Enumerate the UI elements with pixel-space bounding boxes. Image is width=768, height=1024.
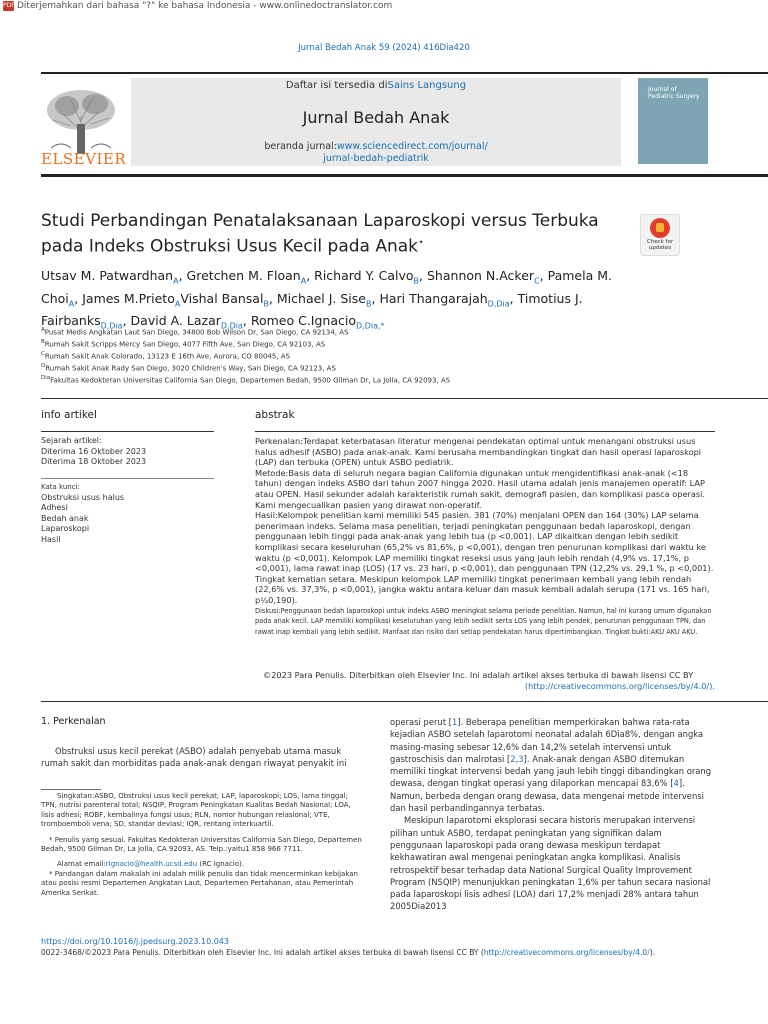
affiliation-text: Fakultas Kedokteran Universitas California San Diego, Departemen Bedah, 9500 Gilman Dr, La Jolla, CA 92093, AS	[50, 376, 451, 385]
author-list	[41, 267, 621, 335]
cover-title-1: Journal of	[648, 86, 677, 93]
affiliation-list	[41, 326, 681, 386]
author-affiliation-mark[interactable]: D,Dia	[100, 321, 123, 331]
abstract-intro: Perkenalan:Terdapat keterbatasan literatur mengenai pendekatan optimal untuk menangani obstruksi usus halus adhesif (ASBO) pada anak-anak. Kami berusaha membandingkan tingkat dan hasil operasi laparoskopi (LAP) dan terbuka (OPEN) untuk ASBO pediatrik.	[255, 436, 702, 468]
info-rule	[41, 431, 214, 432]
author-affiliation-mark[interactable]: A	[174, 299, 181, 308]
author-separator: ,	[74, 290, 83, 306]
info-top-rule	[41, 398, 768, 399]
author-name[interactable]: Hari Thangarajah	[379, 290, 488, 306]
author-affiliation-mark[interactable]: B	[365, 299, 372, 308]
affiliation-key: Dia	[41, 374, 51, 381]
email-footnote	[41, 860, 363, 869]
author-separator: ,	[268, 290, 277, 306]
affiliation-text: Rumah Sakit Anak Colorado, 13123 E 16th Ave, Aurora, CO 80045, AS	[44, 352, 290, 361]
doi-url[interactable]: https://doi.org/10.1016/j.jpedsurg.2023.10.043	[41, 937, 229, 946]
issn-end: ).	[649, 948, 656, 957]
author-name[interactable]: Utsav M. Patwardhan	[41, 268, 174, 283]
translator-notice[interactable]: Diterjemahkan dari bahasa "?" ke bahasa Indonesia - www.onlinedoctranslator.com	[17, 1, 393, 11]
keywords-block	[41, 482, 216, 546]
paper-title-line1: Studi Perbandingan Penatalaksanaan Laparoskopi versus Terbuka	[41, 211, 599, 231]
article-info-heading: info artikel	[41, 409, 97, 421]
author-affiliation-mark[interactable]: D,Dia	[487, 299, 510, 308]
abstract-heading: abstrak	[255, 409, 295, 421]
update-icon	[650, 218, 670, 238]
footnotes	[41, 792, 363, 902]
paper-title-line2: pada Indeks Obstruksi Usus Kecil pada Anak	[41, 236, 419, 257]
license-link[interactable]: (http://creativecommons.org/licenses/by/4.0/).	[524, 681, 715, 691]
homepage-link[interactable]: www.sciencedirect.com/journal/	[336, 141, 488, 152]
journal-cover-image	[638, 78, 708, 164]
affiliation-item	[41, 350, 681, 362]
keyword-item: Hasil	[41, 534, 61, 544]
footer-license-link[interactable]: http://creativecommons.org/licenses/by/4.0/	[483, 948, 650, 957]
citation-3[interactable]: 3	[518, 753, 524, 764]
intro-paragraph-1: Obstruksi usus kecil perekat (ASBO) adalah penyebab utama masuk rumah sakit dan morbiditas pada anak-anak dengan riwayat penyakit ini	[41, 746, 347, 769]
author-affiliation-mark[interactable]: A	[68, 299, 75, 308]
affiliation-item	[41, 374, 681, 386]
badge-line2: updates	[648, 245, 672, 251]
author-separator: ,	[371, 290, 380, 306]
corresponding-footnote: * Penulis yang sesuai. Fakultas Kedokteran Universitas California San Diego, Departemen Bedah, 9500 Gilman Dr, La Jolla, CA 92093, AS. Telp.:yaitu1 858 966 7711.	[41, 835, 362, 854]
author-name[interactable]: Pamela M. Choi	[41, 268, 612, 306]
author-name[interactable]: Shannon N.Acker	[427, 268, 535, 283]
abstract-body	[255, 436, 715, 637]
affiliation-item	[41, 362, 681, 374]
header-top-rule	[41, 72, 768, 74]
keyword-item: Bedah anak	[41, 513, 89, 523]
contents-available	[131, 80, 621, 91]
received-date: Diterima 16 Oktober 2023	[41, 446, 147, 456]
sciencedirect-link[interactable]: Sains Langsung	[387, 80, 467, 91]
copyright-text: ©2023 Para Penulis. Diterbitkan oleh Elsevier Inc. Ini adalah artikel akses terbuka di bawah lisensi CC BY	[263, 670, 694, 680]
affiliation-key: C	[41, 350, 45, 357]
abstract-rule	[255, 431, 715, 432]
affiliation-key: D	[41, 362, 46, 369]
disclaimer-text: Pandangan dalam makalah ini adalah milik penulis dan tidak mencerminkan kebijakan atau posisi resmi Departemen Angkatan Laut, Departemen Pertahanan, atau Pemerintah Amerika Serikat.	[41, 869, 358, 897]
author-name[interactable]: James M.Prieto	[82, 290, 175, 306]
author-name[interactable]: Richard Y. Calvo	[314, 268, 414, 283]
accepted-date: Diterima 18 Oktober 2023	[41, 457, 147, 467]
section-1-heading: 1. Perkenalan	[41, 716, 106, 727]
email-prefix: Alamat email:	[57, 860, 106, 869]
author-affiliation-mark[interactable]: B	[413, 276, 420, 286]
citation-1[interactable]: 1	[451, 717, 458, 727]
author-separator: ,	[242, 313, 251, 328]
affiliation-key: B	[41, 338, 45, 345]
affiliation-text: Rumah Sakit Anak Rady San Diego, 3020 Children's Way, San Diego, CA 92123, AS	[45, 364, 336, 373]
check-for-updates-badge[interactable]	[640, 214, 680, 256]
author-name[interactable]: Romeo C.Ignacio	[250, 313, 356, 328]
author-name[interactable]: Michael J. Sise	[276, 290, 366, 306]
author-separator: ,	[178, 268, 187, 283]
citation-4[interactable]: 4	[673, 778, 679, 789]
paper-title	[41, 210, 601, 258]
keywords-list	[41, 493, 216, 546]
abstract-bottom-rule	[41, 701, 768, 702]
author-separator: ,	[509, 290, 518, 306]
left-column-text	[41, 745, 363, 770]
cover-title-2: Pediatric Surgery	[648, 93, 700, 100]
affiliation-item	[41, 326, 681, 338]
history-label: Sejarah artikel:	[41, 436, 102, 445]
author-separator: ,	[122, 313, 131, 328]
homepage-prefix: beranda jurnal:	[264, 141, 337, 152]
keyword-item: Obstruksi usus halus	[41, 492, 125, 502]
badge-line1: Check for	[646, 239, 674, 245]
keywords-label: Kata kunci:	[41, 483, 80, 491]
author-name[interactable]: Timotius J. Fairbanks	[41, 290, 583, 328]
author-separator: ,	[306, 268, 315, 283]
article-history	[41, 436, 216, 468]
translator-bar	[0, 0, 768, 14]
affiliation-key: A	[41, 327, 45, 333]
keyword-item: Laparoskopi	[41, 524, 90, 534]
intro-paragraph-3: Meskipun laparotomi eksplorasi secara historis merupakan intervensi pilihan untuk ASBO, terdapat peningkatan yang signifikan dalam penggunaan laparoskopi pada orang dewasa meskipun terdapat kekhawatiran awal mengenai peningkatan angka komplikasi. Analisis retrospektif besar terhadap data National Surgical Quality Improvement Program (NSQIP) menunjukkan peningkatan 1,6% per tahun secara nasional pada laparoskopi lisis adhesi (LOA) dari 17,2% menjadi 28% antara tahun 2005Dia2013	[390, 815, 711, 912]
email-link[interactable]: rIgnacio@health.ucsd.edu	[105, 860, 198, 869]
abbreviations-footnote: Singkatan:ASBO, Obstruksi usus kecil perekat; LAP, laparoskopi; LOS, lama tinggal; TPN, nutrisi parenteral total; NSQIP, Program Peningkatan Kualitas Bedah Nasional; LOA, lisis adhesi; ROBF, kembalinya fungsi usus; RLN, nomor hubungan relasional; VTE, tromboemboli vena; SD, standar deviasi; IQR, rentang interkuartil.	[41, 792, 351, 829]
contents-prefix: Daftar isi tersedia di	[285, 80, 388, 91]
issn-text: 0022-3468/©2023 Para Penulis. Diterbitkan oleh Elsevier Inc. Ini adalah artikel akses terbuka di bawah lisensi CC BY (	[41, 948, 484, 957]
keywords-rule	[41, 478, 214, 479]
abstract-discussion: Diskusi:Penggunaan bedah laparoskopi untuk indeks ASBO meningkat selama periode penelitian. Namun, hal ini kurang umum digunakan pada anak kecil. LAP memiliki komplikasi keseluruhan yang lebih sedikit serta LOS yang lebih pendek, penurunan penggunaan TPN, dan rawat inap kembali yang lebih sedikit. Manfaat dan risiko dari setiap pendekatan harus dipertimbangkan. Tingkat bukti:AKU AKU AKU.	[255, 606, 712, 636]
issn-line	[41, 948, 761, 957]
keyword-item: Adhesi	[41, 503, 68, 513]
footnote-rule	[41, 789, 101, 790]
header-bottom-rule	[41, 174, 768, 177]
email-suffix: (RC Ignacio).	[197, 860, 244, 869]
author-affiliation-mark[interactable]: B	[263, 299, 269, 308]
abstract-methods: Metode:Basis data di seluruh negara bagian California digunakan untuk mengidentifikasi anak-anak (<18 tahun) dengan indeks ASBO dari tahun 2007 hingga 2020. Hasil utama adalah jenis manajemen operatif: LAP atau OPEN. Hasil sekunder adalah karakteristik rumah sakit, demografi pasien, dan komplikasi pasca operasi. Kami mengecualikan pasien yang dirawat non-operatif.	[255, 467, 706, 510]
author-affiliation-mark[interactable]: D,Dia,*	[356, 321, 385, 331]
author-name[interactable]: Vishal Bansal	[180, 290, 264, 306]
affiliation-text: Rumah Sakit Scripps Mercy San Diego, 4077 Fifth Ave, San Diego, CA 92103, AS	[44, 340, 326, 349]
publisher-name: ELSEVIER	[41, 150, 127, 168]
homepage-link-cont[interactable]: jurnal-bedah-pediatrik	[323, 153, 429, 164]
pdf-icon: PDF	[3, 2, 15, 9]
author-name[interactable]: Gretchen M. Floan	[186, 268, 301, 283]
author-separator: ,	[419, 268, 427, 283]
author-separator: ,	[539, 268, 548, 283]
journal-title: Jurnal Bedah Anak	[302, 108, 450, 127]
author-affiliation-mark[interactable]: D,Dia	[220, 321, 243, 331]
affiliation-item	[41, 338, 681, 350]
disclaimer-footnote: * Pandangan dalam makalah ini adalah milik penulis dan tidak mencerminkan kebijakan atau posisi resmi Departemen Angkatan Laut, Departemen Pertahanan, atau Pemerintah Amerika Serikat.	[41, 869, 358, 897]
journal-reference[interactable]: Jurnal Bedah Anak 59 (2024) 416Dia420	[298, 43, 470, 53]
title-footnote-mark[interactable]: ⋆	[418, 237, 425, 248]
author-affiliation-mark[interactable]: A	[300, 276, 307, 286]
intro-paragraph-2: operasi perut [1]. Beberapa penelitian memperkirakan bahwa rata-rata kejadian ASBO setelah laparotomi neonatal adalah 6Dia8%, dengan angka masing-masing sebesar 12,6% dan 14,2% setelah intervensi untuk gastroschisis dan malrotasi [2,3]. Anak-anak dengan ASBO ditemukan memiliki tingkat intervensi bedah yang jauh lebih tinggi dibandingkan orang dewasa, dengan tingkat operasi yang dilaporkan mencapai 83,6% [4]. Namun, berbeda dengan orang dewasa, data mengenai metode intervensi dan hasil perbandingannya terbatas.	[390, 717, 712, 814]
author-affiliation-mark[interactable]: A	[173, 276, 179, 286]
abstract-copyright	[255, 670, 715, 692]
author-name[interactable]: David A. Lazar	[130, 313, 221, 328]
citation-2[interactable]: 2	[510, 753, 516, 764]
journal-homepage	[131, 141, 621, 165]
corresponding-text: Penulis yang sesuai. Fakultas Kedokteran Universitas California San Diego, Departemen Bedah, 9500 Gilman Dr, La Jolla, CA 92093, AS. Telp.:yaitu1 858 966 7711.	[41, 835, 362, 854]
doi-link[interactable]	[41, 937, 229, 946]
abstract-results: Hasil:Kelompok penelitian kami memiliki 545 pasien. 381 (70%) menjalani OPEN dan 164 (30%) LAP selama penerimaan indeks. Selama masa penelitian, terjadi peningkatan penggunaan bedah laparoskopi, dengan penggunaan lebih tinggi pada anak-anak yang lebih tua (p <0,001). LAP dikaitkan dengan lebih sedikit komplikasi secara keseluruhan (65,2% vs 81,6%, p <0,001), dengan tren penurunan komplikasi dari waktu ke waktu (p <0,001). Kelompok LAP memiliki tingkat reseksi usus yang jauh lebih rendah (4,9% vs. 17,1%, p <0,001), lama rawat inap (LOS) (17 vs. 23 hari, p <0,001), dan penggunaan TPN (12,2% vs. 29,1 %, p <0,001). Tingkat kematian setara. Meskipun kelompok LAP memiliki tingkat penerimaan kembali yang lebih rendah (22,6% vs. 37,3%, p <0,001), jangka waktu antara keluar dan masuk kembali adalah serupa (171 vs. 165 hari, p¼0,190).	[255, 510, 714, 605]
affiliation-text: Pusat Medis Angkatan Laut San Diego, 34800 Bob Wilson Dr, San Diego, CA 92134, AS	[44, 328, 349, 337]
author-affiliation-mark[interactable]: C	[534, 276, 540, 286]
right-column-text	[390, 716, 715, 913]
